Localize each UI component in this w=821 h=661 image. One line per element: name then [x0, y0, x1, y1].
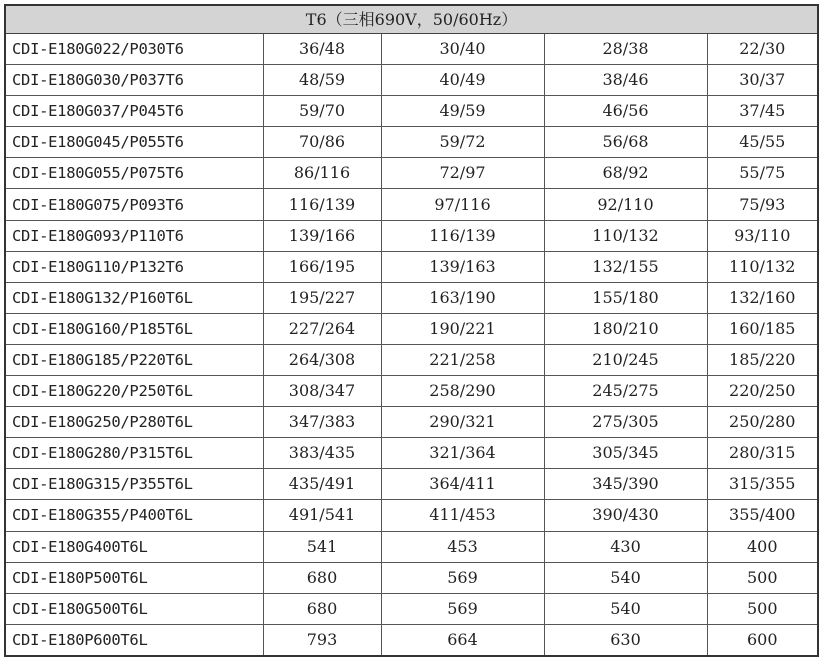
value-cell: 227/264 — [263, 313, 381, 344]
value-cell: 93/110 — [707, 220, 818, 251]
table-row — [5, 593, 818, 624]
model-cell: CDI-E180G093/P110T6 — [5, 220, 263, 251]
value-cell: 22/30 — [707, 34, 818, 65]
value-cell: 221/258 — [381, 344, 544, 375]
table-row — [5, 189, 818, 220]
value-cell: 680 — [263, 562, 381, 593]
value-cell: 70/86 — [263, 127, 381, 158]
value-cell: 793 — [263, 624, 381, 656]
value-cell: 400 — [707, 531, 818, 562]
table-row — [5, 251, 818, 282]
value-cell: 411/453 — [381, 500, 544, 531]
value-cell: 163/190 — [381, 282, 544, 313]
table-title-row — [5, 5, 818, 34]
table-row — [5, 127, 818, 158]
value-cell: 540 — [544, 562, 707, 593]
value-cell: 258/290 — [381, 376, 544, 407]
value-cell: 97/116 — [381, 189, 544, 220]
table-row — [5, 438, 818, 469]
value-cell: 30/40 — [381, 34, 544, 65]
value-cell: 680 — [263, 593, 381, 624]
value-cell: 210/245 — [544, 344, 707, 375]
value-cell: 500 — [707, 593, 818, 624]
value-cell: 139/166 — [263, 220, 381, 251]
value-cell: 500 — [707, 562, 818, 593]
value-cell: 190/221 — [381, 313, 544, 344]
value-cell: 541 — [263, 531, 381, 562]
value-cell: 28/38 — [544, 34, 707, 65]
model-cell: CDI-E180G110/P132T6 — [5, 251, 263, 282]
model-cell: CDI-E180G022/P030T6 — [5, 34, 263, 65]
value-cell: 59/72 — [381, 127, 544, 158]
value-cell: 569 — [381, 562, 544, 593]
value-cell: 30/37 — [707, 65, 818, 96]
value-cell: 630 — [544, 624, 707, 656]
model-cell: CDI-E180G185/P220T6L — [5, 344, 263, 375]
value-cell: 92/110 — [544, 189, 707, 220]
value-cell: 245/275 — [544, 376, 707, 407]
value-cell: 48/59 — [263, 65, 381, 96]
table-row — [5, 407, 818, 438]
value-cell: 220/250 — [707, 376, 818, 407]
model-cell: CDI-E180G400T6L — [5, 531, 263, 562]
value-cell: 45/55 — [707, 127, 818, 158]
value-cell: 275/305 — [544, 407, 707, 438]
table-row — [5, 96, 818, 127]
value-cell: 59/70 — [263, 96, 381, 127]
value-cell: 56/68 — [544, 127, 707, 158]
value-cell: 110/132 — [544, 220, 707, 251]
value-cell: 75/93 — [707, 189, 818, 220]
value-cell: 36/48 — [263, 34, 381, 65]
table-row — [5, 282, 818, 313]
table-row — [5, 313, 818, 344]
value-cell: 347/383 — [263, 407, 381, 438]
table-row — [5, 376, 818, 407]
table-row — [5, 65, 818, 96]
table-row — [5, 469, 818, 500]
table-row — [5, 344, 818, 375]
value-cell: 355/400 — [707, 500, 818, 531]
value-cell: 132/160 — [707, 282, 818, 313]
table-row — [5, 34, 818, 65]
value-cell: 364/411 — [381, 469, 544, 500]
value-cell: 305/345 — [544, 438, 707, 469]
table-row — [5, 158, 818, 189]
value-cell: 540 — [544, 593, 707, 624]
value-cell: 116/139 — [263, 189, 381, 220]
value-cell: 155/180 — [544, 282, 707, 313]
value-cell: 49/59 — [381, 96, 544, 127]
value-cell: 185/220 — [707, 344, 818, 375]
value-cell: 315/355 — [707, 469, 818, 500]
model-cell: CDI-E180G075/P093T6 — [5, 189, 263, 220]
value-cell: 664 — [381, 624, 544, 656]
value-cell: 166/195 — [263, 251, 381, 282]
value-cell: 569 — [381, 593, 544, 624]
value-cell: 132/155 — [544, 251, 707, 282]
model-cell: CDI-E180G160/P185T6L — [5, 313, 263, 344]
model-cell: CDI-E180G280/P315T6L — [5, 438, 263, 469]
table-row — [5, 562, 818, 593]
value-cell: 250/280 — [707, 407, 818, 438]
model-cell: CDI-E180G500T6L — [5, 593, 263, 624]
value-cell: 383/435 — [263, 438, 381, 469]
spec-table — [4, 4, 819, 657]
table-row — [5, 531, 818, 562]
value-cell: 46/56 — [544, 96, 707, 127]
value-cell: 290/321 — [381, 407, 544, 438]
value-cell: 55/75 — [707, 158, 818, 189]
table-row — [5, 220, 818, 251]
value-cell: 195/227 — [263, 282, 381, 313]
model-cell: CDI-E180G045/P055T6 — [5, 127, 263, 158]
model-cell: CDI-E180G132/P160T6L — [5, 282, 263, 313]
table-title: T6（三相690V，50/60Hz） — [5, 5, 818, 34]
value-cell: 430 — [544, 531, 707, 562]
value-cell: 38/46 — [544, 65, 707, 96]
value-cell: 86/116 — [263, 158, 381, 189]
value-cell: 491/541 — [263, 500, 381, 531]
value-cell: 110/132 — [707, 251, 818, 282]
value-cell: 139/163 — [381, 251, 544, 282]
value-cell: 180/210 — [544, 313, 707, 344]
value-cell: 116/139 — [381, 220, 544, 251]
model-cell: CDI-E180G315/P355T6L — [5, 469, 263, 500]
value-cell: 72/97 — [381, 158, 544, 189]
value-cell: 453 — [381, 531, 544, 562]
spec-table-container — [4, 4, 817, 657]
value-cell: 600 — [707, 624, 818, 656]
model-cell: CDI-E180G037/P045T6 — [5, 96, 263, 127]
model-cell: CDI-E180P600T6L — [5, 624, 263, 656]
table-body — [5, 34, 818, 657]
value-cell: 37/45 — [707, 96, 818, 127]
value-cell: 68/92 — [544, 158, 707, 189]
model-cell: CDI-E180P500T6L — [5, 562, 263, 593]
model-cell: CDI-E180G220/P250T6L — [5, 376, 263, 407]
model-cell: CDI-E180G250/P280T6L — [5, 407, 263, 438]
value-cell: 160/185 — [707, 313, 818, 344]
value-cell: 264/308 — [263, 344, 381, 375]
model-cell: CDI-E180G055/P075T6 — [5, 158, 263, 189]
model-cell: CDI-E180G030/P037T6 — [5, 65, 263, 96]
value-cell: 345/390 — [544, 469, 707, 500]
value-cell: 435/491 — [263, 469, 381, 500]
model-cell: CDI-E180G355/P400T6L — [5, 500, 263, 531]
value-cell: 40/49 — [381, 65, 544, 96]
value-cell: 321/364 — [381, 438, 544, 469]
table-row — [5, 624, 818, 656]
value-cell: 308/347 — [263, 376, 381, 407]
table-row — [5, 500, 818, 531]
value-cell: 390/430 — [544, 500, 707, 531]
value-cell: 280/315 — [707, 438, 818, 469]
